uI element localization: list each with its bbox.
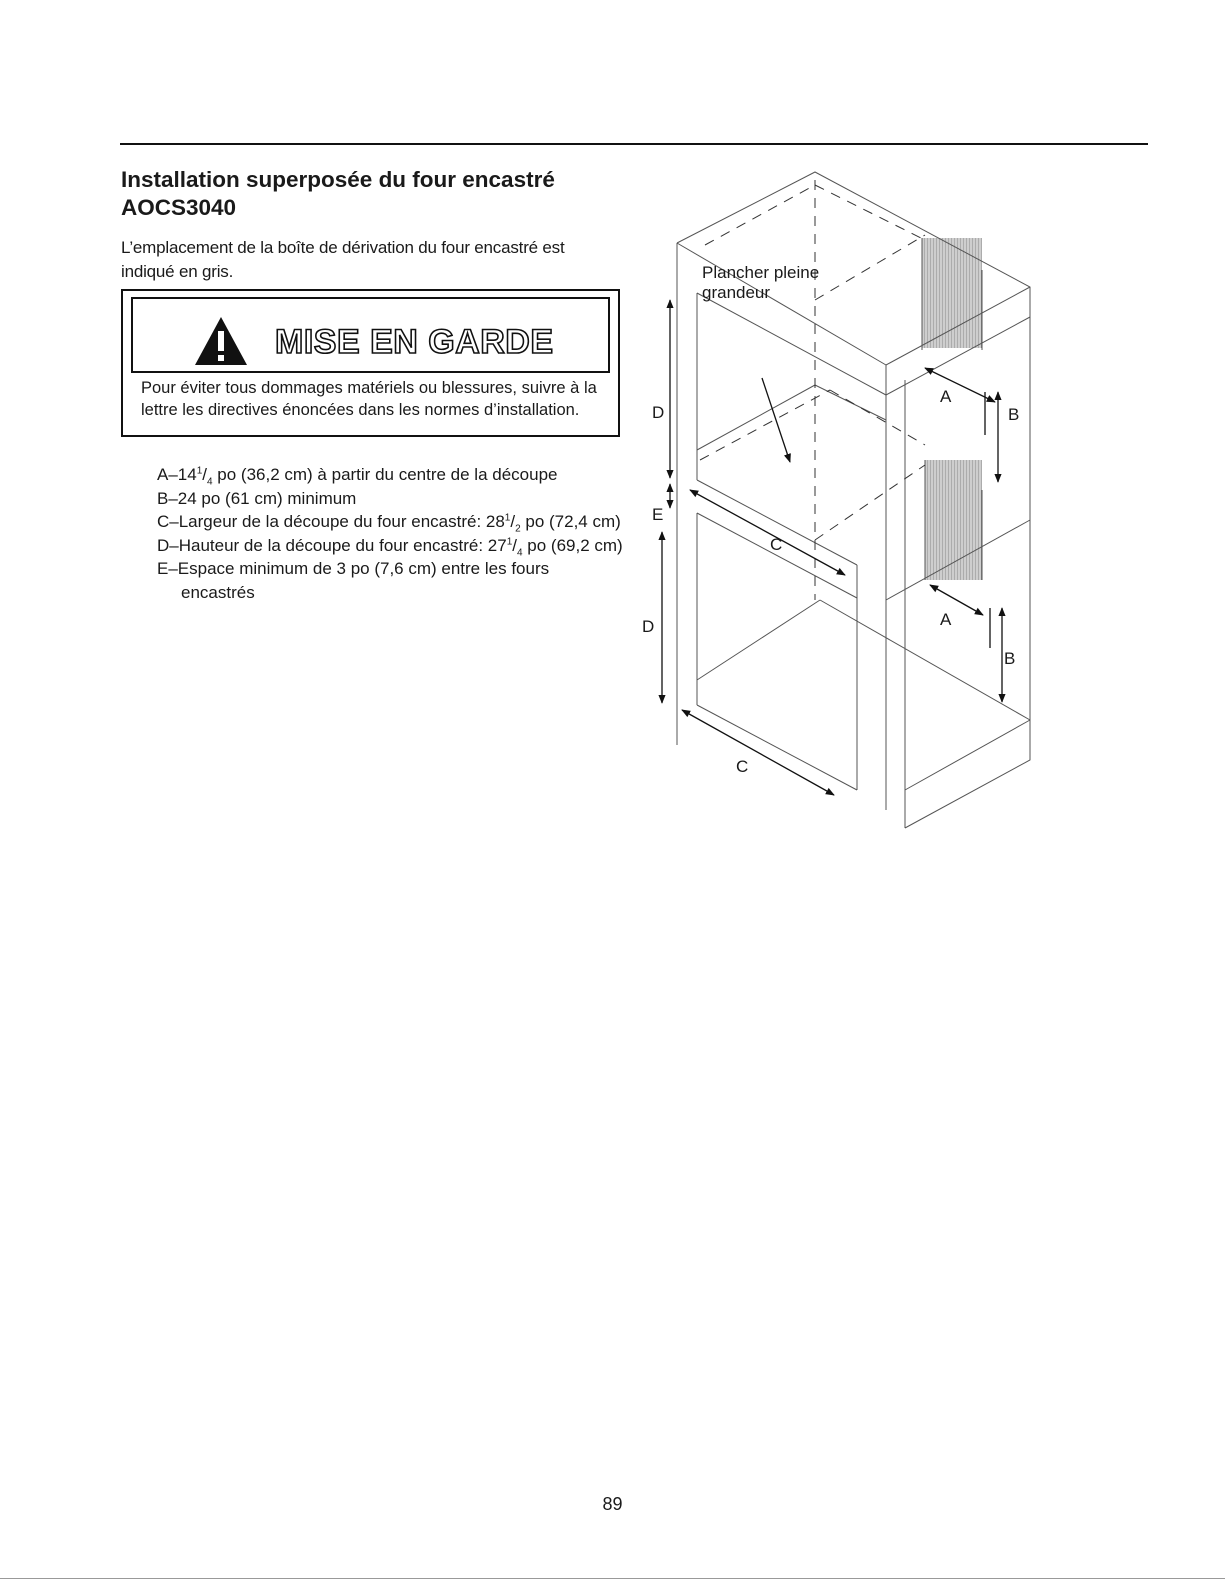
label-d-lower: D <box>642 617 655 636</box>
hidden-edges <box>700 180 925 600</box>
label-a-upper: A <box>940 387 952 406</box>
top-rule <box>120 143 1148 145</box>
label-b-upper: B <box>1008 405 1020 424</box>
bottom-rule <box>0 1578 1225 1579</box>
floor-label-line-1: Plancher pleine <box>702 263 820 282</box>
page-title <box>121 166 641 222</box>
warning-title: MISE EN GARDE <box>275 323 554 361</box>
page-number: 89 <box>602 1494 623 1514</box>
label-d-upper: D <box>652 403 665 422</box>
warning-triangle-icon <box>193 315 249 367</box>
dimension-list <box>157 463 627 604</box>
spec-b: B–24 po (61 cm) minimum <box>157 488 357 508</box>
spec-a: $A-14^1/_4$ po (36,2 cm) à partir du centre de la découpe <box>157 465 558 488</box>
junction-box-shading <box>922 238 982 580</box>
floor-label-line-2: grandeur <box>702 283 771 302</box>
title-line-1: Installation superposée du four encastré <box>121 167 555 192</box>
installation-diagram <box>630 160 1040 830</box>
label-b-lower: B <box>1004 649 1016 668</box>
spec-d: D–Hauteur de la découpe du four encastré: $27^1/_4$ po (69,2 cm) <box>157 535 623 558</box>
warning-box <box>121 289 620 437</box>
label-c-upper: C <box>770 535 783 554</box>
label-c-lower: C <box>736 757 749 776</box>
title-line-2: AOCS3040 <box>121 195 237 220</box>
intro-text: L’emplacement de la boîte de dérivation du four encastré est indiqué en gris. <box>121 238 565 281</box>
label-a-lower: A <box>940 610 952 629</box>
warning-body: Pour éviter tous dommages matériels ou blessures, suivre à la lettre les directives énoncées dans les normes d’installation. <box>141 379 597 419</box>
warning-header <box>131 297 610 373</box>
spec-e: E–Espace minimum de 3 po (7,6 cm) entre les fours encastrés <box>157 559 550 602</box>
spec-c: C–Largeur de la découpe du four encastré: $28^1/_2$ po (72,4 cm) <box>157 512 621 535</box>
label-e: E <box>652 505 664 524</box>
